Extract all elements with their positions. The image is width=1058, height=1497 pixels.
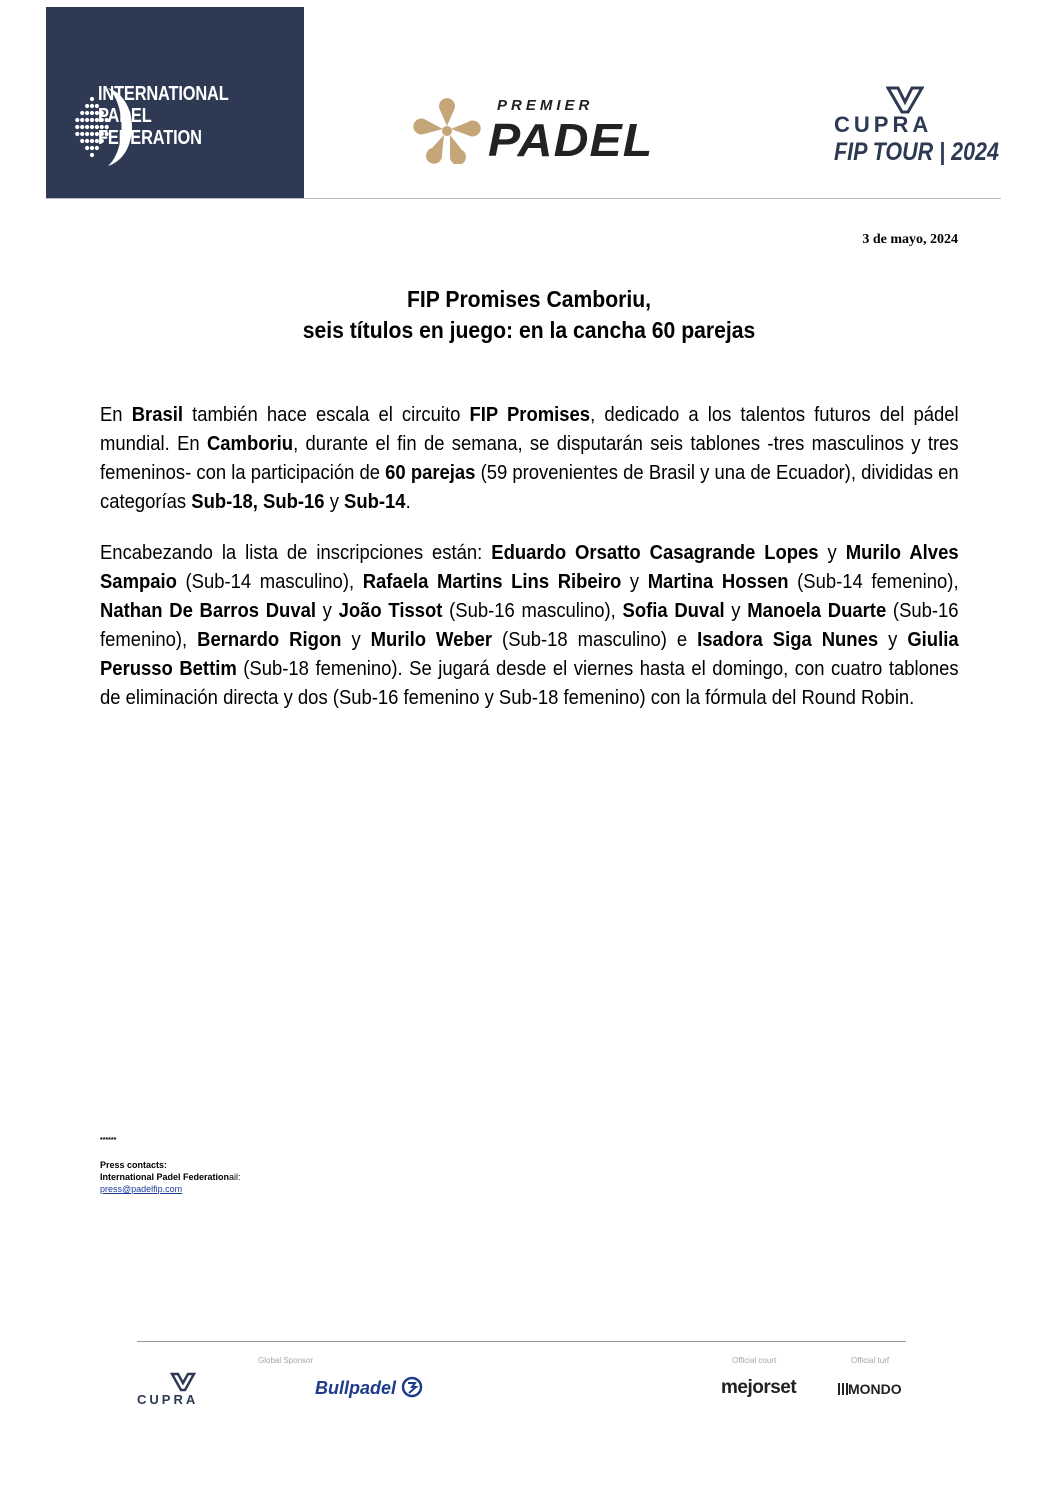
- bold-run: Isadora Siga Nunes: [697, 628, 879, 651]
- bold-run: Murilo Alves Sampaio: [100, 541, 959, 593]
- mondo-bars-icon: [838, 1383, 848, 1395]
- footer-divider: [137, 1341, 906, 1342]
- text-run: (Sub-14 masculino),: [176, 570, 363, 593]
- contacts-organization: International Padel Federation: [100, 1172, 230, 1182]
- text-run: , dedicado a los talentos futuros del pádel mundial. En: [100, 403, 959, 455]
- body-paragraph-2: [100, 538, 959, 712]
- official-court-caption: Official court: [732, 1356, 777, 1365]
- title-line-2: seis títulos en juego: en la cancha 60 parejas: [302, 317, 756, 343]
- text-run: también hace escala el circuito: [182, 403, 470, 426]
- fip-wordmark-line1: INTERNATIONAL: [98, 83, 229, 105]
- bold-run: Nathan De Barros Duval: [100, 599, 316, 622]
- text-run: .: [405, 490, 411, 513]
- text-run: (Sub-16 femenino),: [100, 599, 959, 651]
- cupra-wordmark: CUPRA: [834, 112, 933, 137]
- cupra-logo-icon: [886, 86, 924, 114]
- global-sponsor-caption: Global Sponsor: [258, 1356, 314, 1365]
- footer-mondo-logo: [838, 1381, 902, 1397]
- press-email-link[interactable]: press@padelfip.com: [100, 1184, 183, 1194]
- text-run: (Sub-18 femenino). Se jugará desde el viernes hasta el domingo, con cuatro tablones de eliminación directa y dos (Sub-16 femenino y Sub-18 femenino) con la fórmula del Round Robin.: [100, 657, 959, 709]
- bold-run: Sofia Duval: [622, 599, 725, 622]
- text-run: y: [878, 628, 908, 651]
- padel-word: PADEL: [488, 114, 654, 166]
- body-paragraph-1: [100, 400, 959, 516]
- bullpadel-emblem-icon: [401, 1376, 423, 1398]
- bold-run: FIP Promises: [469, 403, 591, 426]
- contacts-heading: Press contacts:: [100, 1160, 168, 1170]
- text-run: y: [724, 599, 748, 622]
- press-release-date: 3 de mayo, 2024: [862, 232, 958, 247]
- bold-run: Sub-14: [344, 490, 406, 513]
- separator-stars: ******: [100, 1137, 117, 1144]
- bold-run: Rafaela Martins Lins Ribeiro: [362, 570, 622, 593]
- fip-wordmark: [98, 83, 229, 149]
- bold-run: Camboriu: [206, 432, 294, 455]
- bold-run: Murilo Weber: [370, 628, 493, 651]
- footer-cupra-icon: [170, 1372, 196, 1392]
- footer-bullpadel-logo: [315, 1376, 423, 1399]
- text-run: y: [324, 490, 345, 513]
- premier-padel-flower-icon: [412, 98, 482, 164]
- text-run: (Sub-18 masculino) e: [492, 628, 698, 651]
- text-run: y: [315, 599, 339, 622]
- fip-tour-2024-wordmark: FIP TOUR | 2024: [834, 138, 999, 166]
- press-contacts: [100, 1135, 241, 1195]
- bold-run: Bernardo Rigon: [197, 628, 342, 651]
- text-run: (Sub-16 masculino),: [442, 599, 623, 622]
- text-run: Encabezando la lista de inscripciones están:: [100, 541, 492, 564]
- title-line-1: FIP Promises Camboriu,: [406, 286, 652, 312]
- text-run: (Sub-14 femenino),: [788, 570, 959, 593]
- text-run: y: [818, 541, 846, 564]
- bold-run: Martina Hossen: [647, 570, 789, 593]
- text-run: (59 provenientes de Brasil y una de Ecuador), divididas en categorías: [100, 461, 959, 513]
- official-turf-caption: Official turf: [851, 1356, 890, 1365]
- bold-run: Eduardo Orsatto Casagrande Lopes: [491, 541, 819, 564]
- bold-run: Manoela Duarte: [747, 599, 887, 622]
- bold-run: João Tissot: [338, 599, 443, 622]
- fip-wordmark-line2: PADEL: [98, 105, 152, 127]
- bold-run: Brasil: [131, 403, 183, 426]
- premier-word: PREMIER: [497, 97, 594, 114]
- bold-run: Sub-18, Sub-16: [191, 490, 325, 513]
- text-run: En: [100, 403, 132, 426]
- bold-run: Giulia Perusso Bettim: [100, 628, 959, 680]
- contacts-org-suffix: ail:: [229, 1172, 241, 1182]
- press-release-title: [100, 284, 958, 346]
- text-run: y: [341, 628, 371, 651]
- header-divider: [46, 198, 1001, 199]
- text-run: , durante el fin de semana, se disputarán seis tablones -tres masculinos y tres femeninos- con la participación de: [100, 432, 959, 484]
- fip-wordmark-line3: FEDERATION: [98, 127, 202, 149]
- footer-cupra-logo: CUPRA: [137, 1392, 199, 1407]
- text-run: y: [621, 570, 648, 593]
- footer-mejorset-logo: mejorset: [721, 1377, 797, 1398]
- contacts-organization-line: [100, 1171, 241, 1183]
- mondo-wordmark: MONDO: [848, 1381, 902, 1397]
- bullpadel-wordmark: Bullpadel: [315, 1378, 397, 1398]
- bold-run: 60 parejas: [385, 461, 476, 484]
